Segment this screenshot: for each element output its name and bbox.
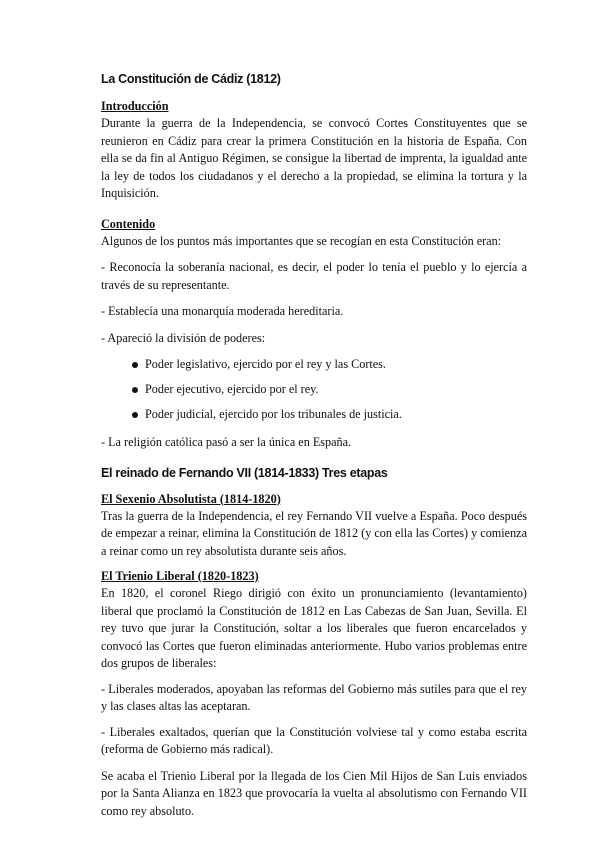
heading-contenido: Contenido (101, 216, 156, 231)
heading-trienio: El Trienio Liberal (1820-1823) (101, 569, 259, 583)
heading-introduccion: Introducción (101, 99, 169, 113)
bullet-icon (132, 362, 138, 368)
point-religion: - La religión católica pasó a ser la única en España. (101, 435, 352, 449)
document-page (101, 70, 527, 820)
point-soberania: - Reconocía la soberanía nacional, es decir, el poder lo tenía el pueblo y lo ejercía a través de su representante. (101, 260, 527, 292)
point-division-poderes: - Apareció la división de poderes: (101, 330, 266, 345)
trienio-paragraph: En 1820, el coronel Riego dirigió con éxito un pronunciamiento (levantamiento) liberal que proclamó la Constitución de 1812 en Las Cabezas de San Juan, Sevilla. El rey tuvo que jurar la Constitución, soltar a los liberales que fueron encarcelados y convocó las Cortes que fueron eliminadas anteriormente. Hubo varios problemas entre dos grupos de liberales: (101, 586, 527, 670)
power-judicial: Poder judicial, ejercido por los tribunales de justicia. (145, 407, 402, 421)
liberales-exaltados: - Liberales exaltados, querían que la Constitución volviese tal y como estaba escrita (reforma de Gobierno más radical). (101, 724, 527, 756)
section-title-cadiz: La Constitución de Cádiz (1812) (101, 72, 281, 86)
point-monarquia: - Establecía una monarquía moderada hereditaria. (101, 304, 344, 318)
power-ejecutivo: Poder ejecutivo, ejercido por el rey. (145, 382, 319, 396)
liberales-moderados: - Liberales moderados, apoyaban las reformas del Gobierno más sutiles para que el rey y las clases altas las aceptaran. (101, 681, 527, 713)
intro-paragraph: Durante la guerra de la Independencia, se convocó Cortes Constituyentes que se reunieron en Cádiz para crear la primera Constitución en la historia de España. Con ella se da fin al Antiguo Régimen, se consigue la libertad de imprenta, la igualdad ante la ley de todos los ciudadanos y el derecho a la propiedad, se elimina la tortura y la Inquisición. (101, 116, 527, 200)
powers-list (101, 356, 527, 431)
trienio-closing-paragraph: Se acaba el Trienio Liberal por la llegada de los Cien Mil Hijos de San Luis enviados por la Santa Alianza en 1823 que provocaría la vuelta al absolutismo con Fernando VII como rey absoluto. (101, 768, 527, 818)
list-item (101, 356, 527, 381)
list-item (101, 381, 527, 406)
power-legislativo: Poder legislativo, ejercido por el rey y las Cortes. (145, 357, 386, 371)
sexenio-paragraph: Tras la guerra de la Independencia, el rey Fernando VII vuelve a España. Poco después de empezar a reinar, elimina la Constitución de 1812 (y con ella las Cortes) y comienza a reinar como un rey absolutista durante seis años. (101, 508, 527, 558)
heading-sexenio: El Sexenio Absolutista (1814-1820) (101, 491, 281, 506)
content-lead-paragraph: Algunos de los puntos más importantes que se recogían en esta Constitución eran: (101, 233, 502, 248)
section-title-fernando-vii: El reinado de Fernando VII (1814-1833) Tres etapas (101, 465, 388, 480)
list-item (101, 406, 527, 431)
bullet-icon (132, 412, 138, 418)
bullet-icon (132, 387, 138, 393)
